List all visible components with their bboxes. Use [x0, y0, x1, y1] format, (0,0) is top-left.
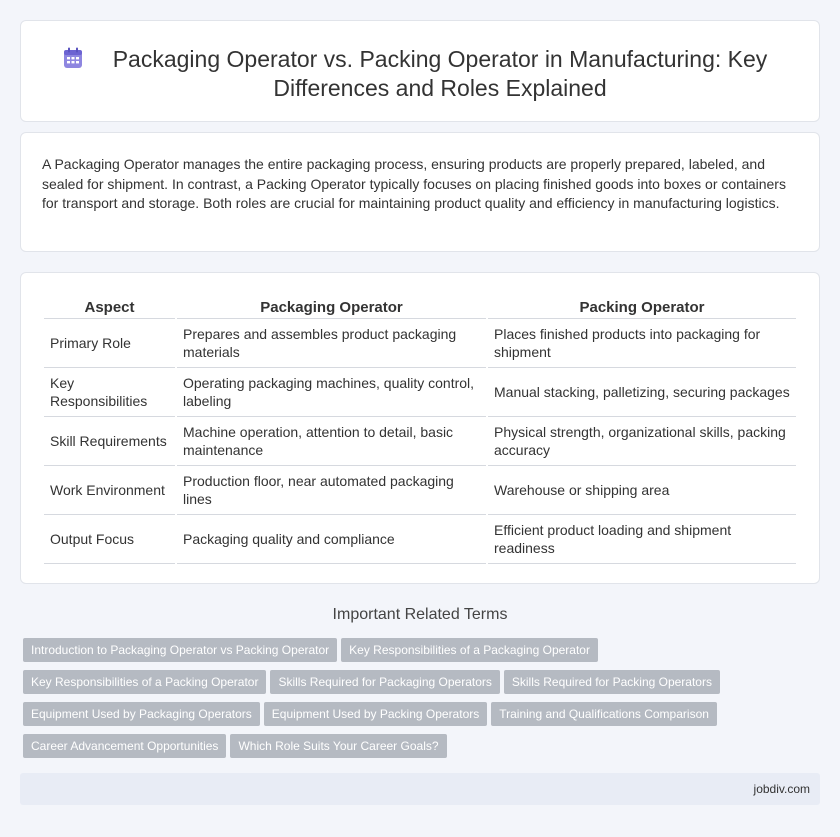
header-packaging-operator: Packaging Operator — [177, 297, 486, 319]
related-term-tag[interactable]: Training and Qualifications Comparison — [491, 702, 717, 726]
row-packaging-value: Prepares and assembles product packaging materials — [177, 319, 486, 368]
row-packaging-value: Production floor, near automated packaging lines — [177, 466, 486, 515]
page-title: Packaging Operator vs. Packing Operator in Manufacturing: Key Differences and Roles Explained — [112, 46, 768, 101]
row-aspect: Output Focus — [44, 515, 175, 564]
row-packing-value: Places finished products into packaging for shipment — [488, 319, 796, 368]
row-packing-value: Manual stacking, palletizing, securing packages — [488, 368, 796, 417]
related-term-tag[interactable]: Career Advancement Opportunities — [23, 734, 226, 758]
related-terms-tags — [23, 638, 823, 766]
table-row — [44, 515, 796, 564]
related-terms-title: Important Related Terms — [332, 606, 508, 623]
header-packing-operator: Packing Operator — [488, 297, 796, 319]
intro-card — [20, 132, 820, 252]
related-term-tag[interactable]: Skills Required for Packing Operators — [504, 670, 720, 694]
site-link[interactable]: jobdiv.com — [753, 782, 810, 796]
table-row — [44, 368, 796, 417]
header-aspect: Aspect — [44, 297, 175, 319]
footer — [20, 773, 820, 805]
table-row — [44, 319, 796, 368]
table-row — [44, 466, 796, 515]
row-packing-value: Physical strength, organizational skills, packing accuracy — [488, 417, 796, 466]
row-packaging-value: Machine operation, attention to detail, basic maintenance — [177, 417, 486, 466]
related-term-tag[interactable]: Key Responsibilities of a Packaging Operator — [341, 638, 598, 662]
comparison-table — [42, 297, 798, 564]
intro-paragraph: A Packaging Operator manages the entire packaging process, ensuring products are properly prepared, labeled, and sealed for shipment. In contrast, a Packing Operator typically focuses on placing finished goods into boxes or containers for transport and storage. Both roles are crucial for maintaining product quality and efficiency in manufacturing logistics. — [42, 156, 786, 211]
row-aspect: Work Environment — [44, 466, 175, 515]
related-term-tag[interactable]: Introduction to Packaging Operator vs Packing Operator — [23, 638, 337, 662]
row-aspect: Skill Requirements — [44, 417, 175, 466]
table-row — [44, 417, 796, 466]
comparison-table-card — [20, 272, 820, 584]
related-term-tag[interactable]: Which Role Suits Your Career Goals? — [230, 734, 446, 758]
row-packing-value: Warehouse or shipping area — [488, 466, 796, 515]
row-packing-value: Efficient product loading and shipment readiness — [488, 515, 796, 564]
related-term-tag[interactable]: Skills Required for Packaging Operators — [270, 670, 499, 694]
table-header-row — [44, 297, 796, 319]
related-term-tag[interactable]: Equipment Used by Packaging Operators — [23, 702, 260, 726]
row-aspect: Primary Role — [44, 319, 175, 368]
related-term-tag[interactable]: Key Responsibilities of a Packing Operator — [23, 670, 266, 694]
row-packaging-value: Operating packaging machines, quality control, labeling — [177, 368, 486, 417]
row-aspect: Key Responsibilities — [44, 368, 175, 417]
row-packaging-value: Packaging quality and compliance — [177, 515, 486, 564]
related-term-tag[interactable]: Equipment Used by Packing Operators — [264, 702, 487, 726]
header-card — [20, 20, 820, 122]
